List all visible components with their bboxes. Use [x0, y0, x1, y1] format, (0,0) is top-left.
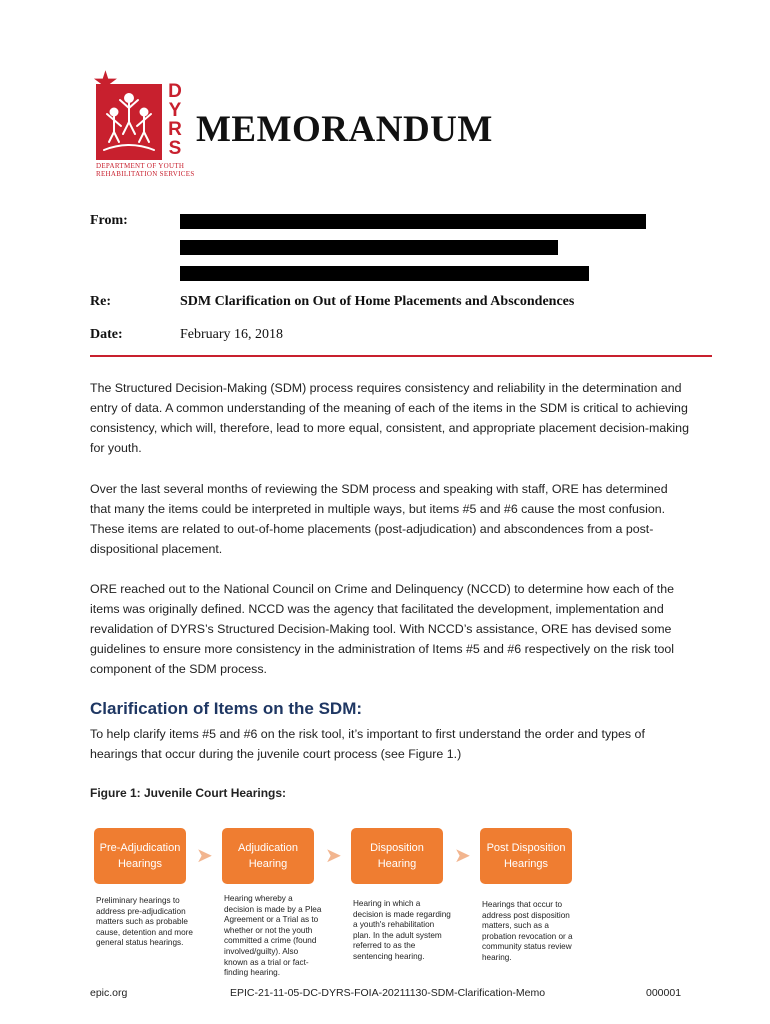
header-divider — [90, 355, 712, 357]
logo-letter-y: Y — [168, 100, 182, 121]
stage-description: Hearings that occur to address post disposition matters, such as a probation revocation or a community status review hearing. — [482, 900, 573, 962]
stage-post-disposition — [480, 828, 572, 884]
footer-page-id: 000001 — [646, 987, 682, 999]
memo-title: MEMORANDUM — [196, 109, 493, 150]
stage-pre-adjudication — [94, 828, 186, 884]
chevron-right-icon: ➤ — [325, 845, 342, 867]
from-label: From: — [90, 213, 128, 228]
redaction-bar — [180, 266, 589, 281]
stage-label: Pre-Adjudication Hearings — [99, 842, 181, 870]
logo-letters — [165, 82, 185, 158]
logo-subtitle-line2: REHABILITATION SERVICES — [96, 170, 195, 178]
paragraph: Over the last several months of reviewing the SDM process and speaking with staff, ORE has determined that many the items could be interpreted in multiple ways, but items #5 and #6 cause the most confusion. These items are related to out-of-home placements (post-adjudication) and abscondences from a post-dispositional placement. — [90, 482, 668, 556]
date-value: February 16, 2018 — [180, 327, 284, 342]
logo-letter-s: S — [168, 138, 182, 159]
footer-center: EPIC-21-11-05-DC-DYRS-FOIA-20211130-SDM-Clarification-Memo — [230, 987, 546, 999]
chevron-right-icon: ➤ — [196, 845, 213, 867]
re-subject: SDM Clarification on Out of Home Placements and Abscondences — [180, 294, 575, 309]
figure-title: Figure 1: Juvenile Court Hearings: — [90, 786, 287, 800]
redaction-bar — [180, 240, 558, 255]
footer-left: epic.org — [90, 987, 128, 999]
stage-description: Hearing whereby a decision is made by a Plea Agreement or a Trial as to whether or not the youth committed a crime (found involved/guilty). Also known as a trial or fact-finding hearing. — [224, 894, 322, 978]
redaction-bar — [180, 214, 646, 229]
logo-subtitle-line1: DEPARTMENT OF YOUTH — [96, 162, 185, 170]
re-label: Re: — [90, 294, 111, 309]
stage-label: Disposition Hearing — [370, 842, 424, 870]
section-heading: Clarification of Items on the SDM: — [90, 699, 363, 718]
chevron-right-icon: ➤ — [454, 845, 471, 867]
paragraph: ORE reached out to the National Council on Crime and Delinquency (NCCD) to determine how each of the items was originally defined. NCCD was the agency that facilitated the development, implementation and revalidation of DYRS’s Structured Decision-Making tool. With NCCD’s assistance, ORE has devised some guidelines to ensure more consistency in the administration of Items #5 and #6 respectively on the risk tool component of the SDM process. — [90, 582, 675, 676]
stage-description: Preliminary hearings to address pre-adjudication matters such as probable cause, detention and more general status hearings. — [96, 896, 193, 948]
date-label: Date: — [90, 327, 123, 342]
stage-label: Post Disposition Hearings — [486, 842, 566, 870]
star-icon: ★ — [92, 66, 119, 99]
logo-subtitle — [96, 162, 196, 178]
stage-adjudication — [222, 828, 314, 884]
stage-description: Hearing in which a decision is made regarding a youth's rehabilitation plan. In the adult system referred to as the sentencing hearing. — [353, 899, 451, 961]
stage-disposition — [351, 828, 443, 884]
logo-letter-r: R — [168, 119, 182, 140]
stage-label: Adjudication Hearing — [238, 842, 298, 870]
section-intro: To help clarify items #5 and #6 on the risk tool, it’s important to first understand the order and types of hearings that occur during the juvenile court process (see Figure 1.) — [90, 727, 645, 761]
logo-letter-d: D — [168, 81, 182, 102]
paragraph: The Structured Decision-Making (SDM) process requires consistency and reliability in the determination and entry of data. A common understanding of the meaning of each of the items in the SDM is critical to achieving consistency, which will, therefore, lead to more equal, consistent, and appropriate placement decision-making for youth. — [90, 381, 689, 455]
